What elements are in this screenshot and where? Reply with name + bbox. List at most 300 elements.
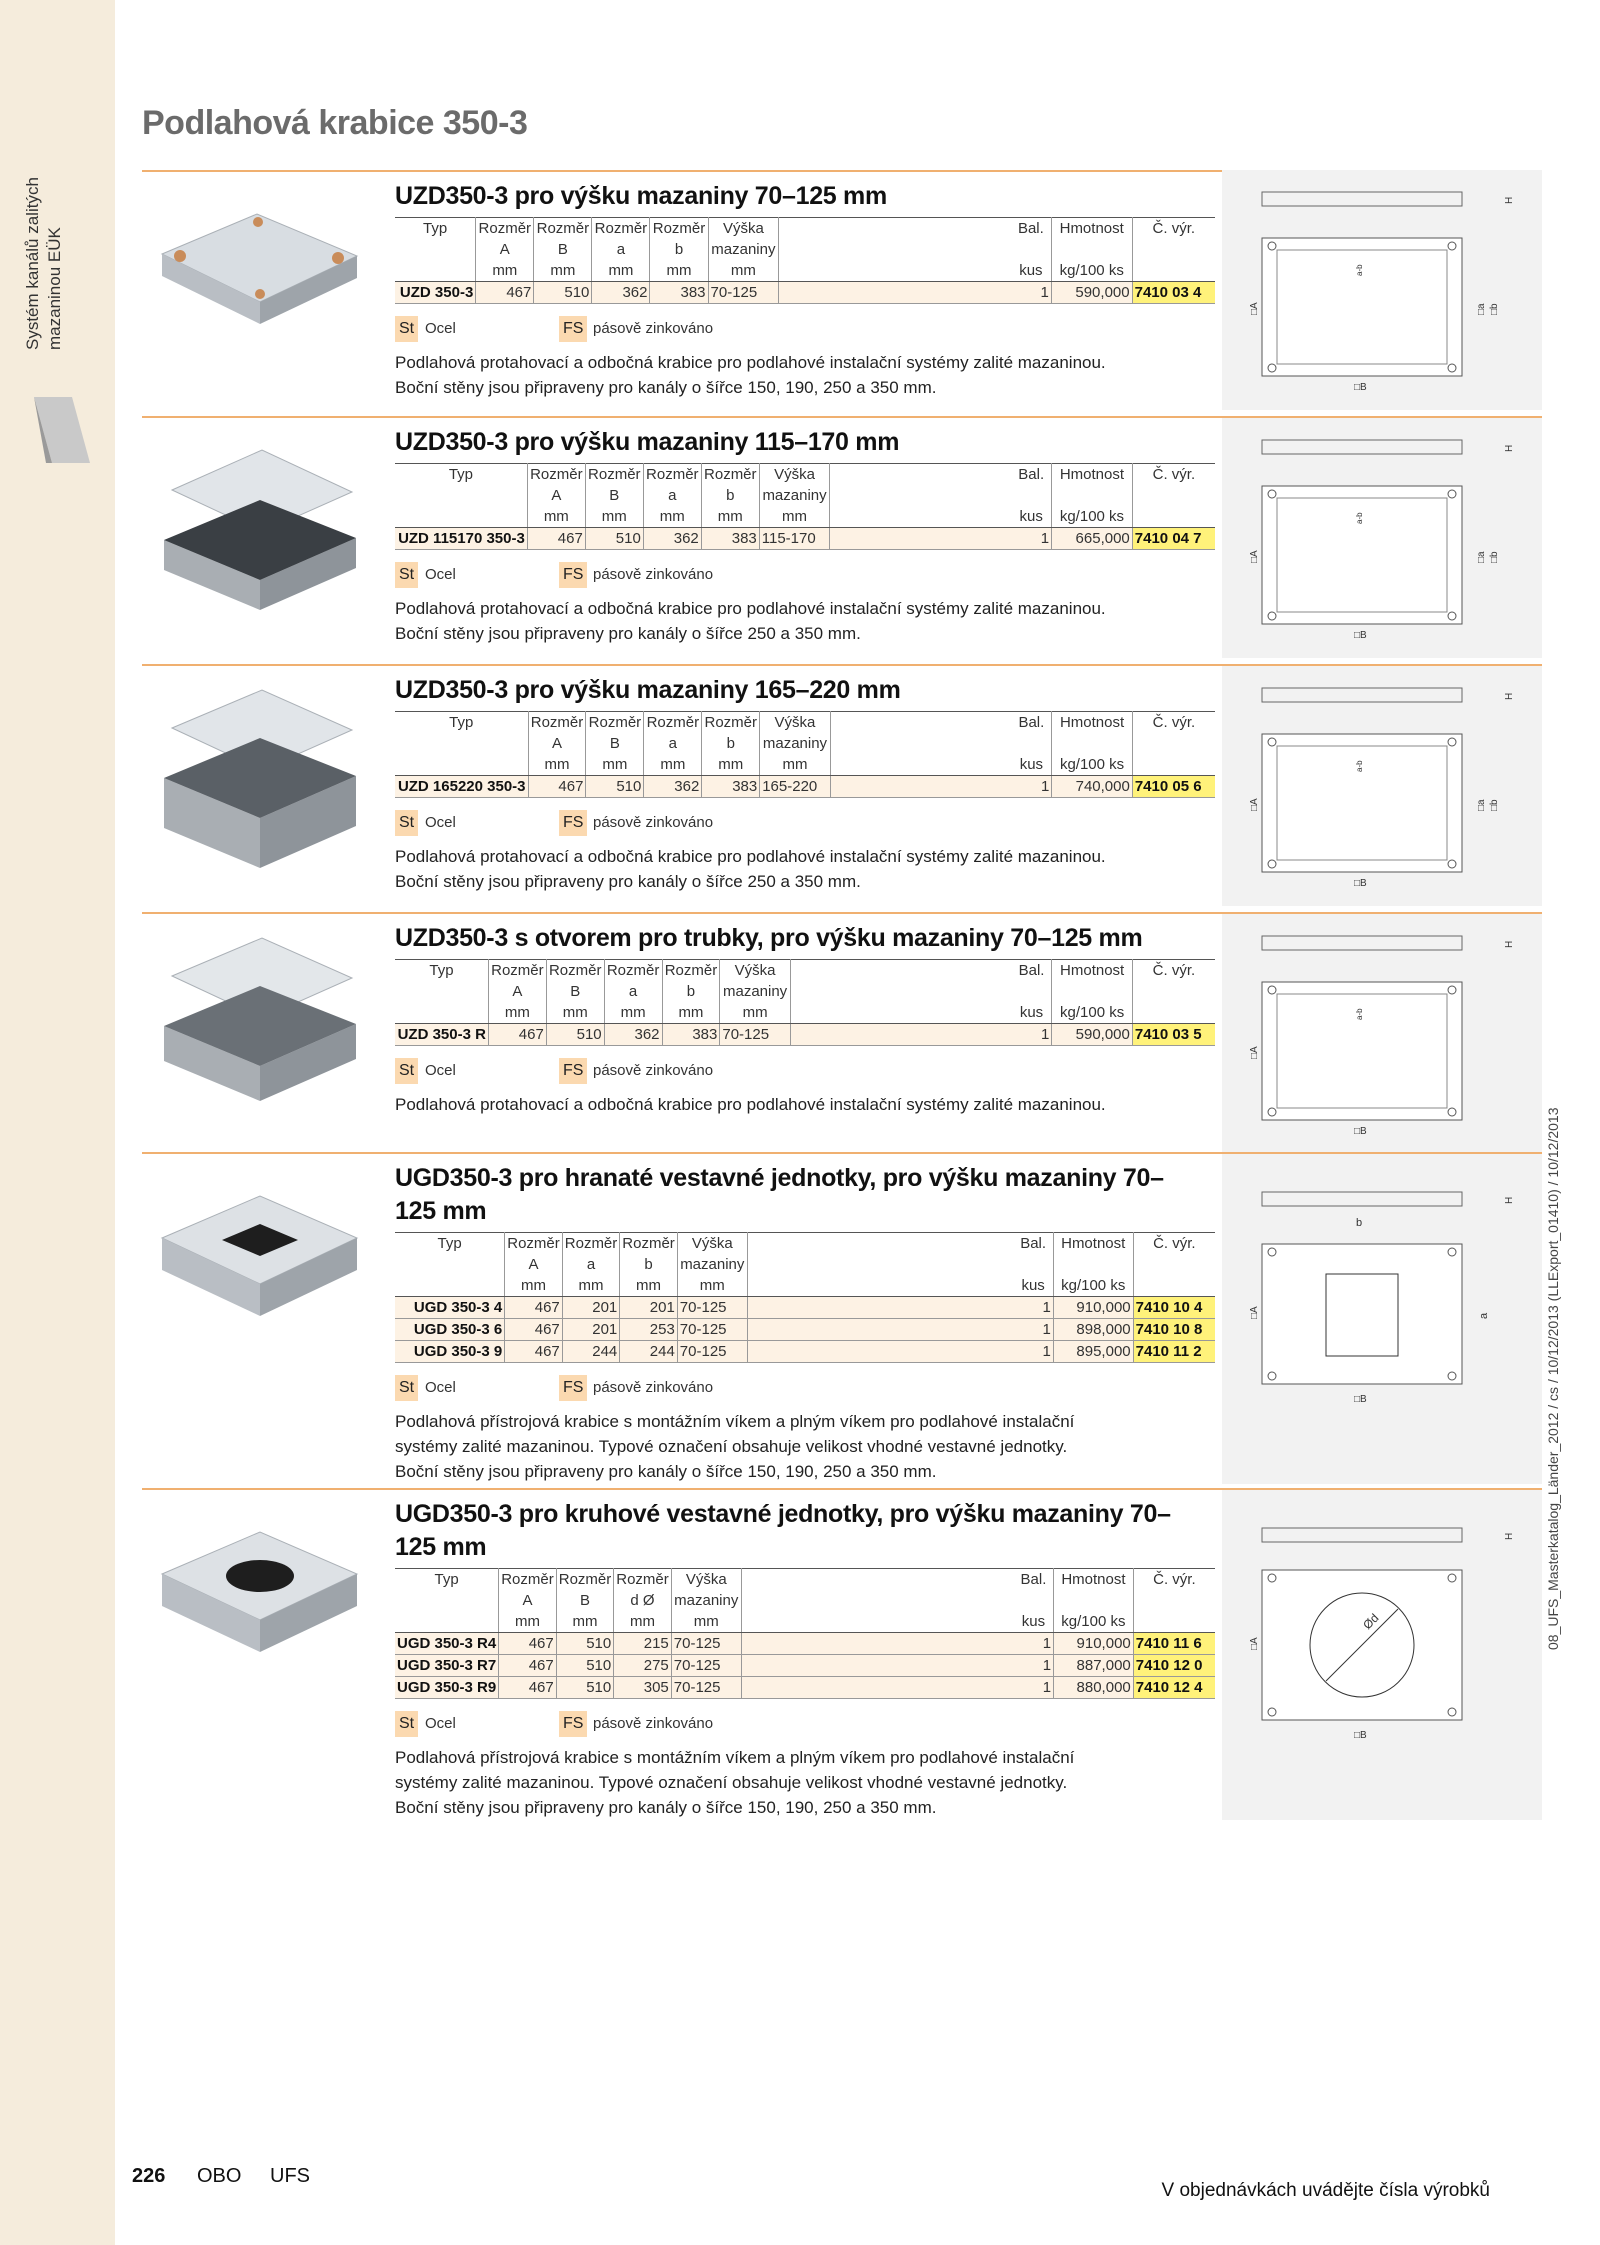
col-subheader: A bbox=[527, 485, 585, 506]
cell-value: 467 bbox=[527, 528, 585, 550]
col-subheader: B bbox=[585, 485, 643, 506]
spec-table bbox=[395, 1568, 1215, 1699]
col-subheader: d Ø bbox=[614, 1590, 672, 1611]
dim-label-b-small: □b bbox=[1489, 551, 1500, 563]
col-header: Hmotnost bbox=[1052, 464, 1133, 486]
technical-drawing bbox=[1222, 666, 1542, 906]
materials-row bbox=[395, 562, 1215, 590]
col-subheader: mazaniny bbox=[759, 485, 830, 506]
col-subheader: B bbox=[586, 733, 644, 754]
footer-brand: OBO bbox=[197, 2165, 242, 2187]
footer-catalog: UFS bbox=[270, 2165, 310, 2187]
cell-value: 1 bbox=[1014, 1677, 1054, 1699]
material-tag-st: St bbox=[395, 1711, 418, 1737]
col-header: Hmotnost bbox=[1054, 1569, 1134, 1591]
cell-value: 510 bbox=[546, 1024, 604, 1046]
description-line: Boční stěny jsou připraveny pro kanály o šířce 150, 190, 250 a 350 mm. bbox=[395, 378, 937, 397]
cell-article-number: 7410 11 6 bbox=[1133, 1633, 1215, 1655]
materials-row bbox=[395, 810, 1215, 838]
dim-label-a-small: □a bbox=[1476, 551, 1487, 563]
description-line: Podlahová přístrojová krabice s montážním víkem a plným víkem pro podlahové instalační bbox=[395, 1748, 1075, 1767]
cell-value: 215 bbox=[614, 1633, 672, 1655]
cell-value: 510 bbox=[556, 1633, 614, 1655]
dim-label-h: H bbox=[1504, 444, 1515, 452]
col-subheader: A bbox=[488, 981, 546, 1002]
material-label-st: Ocel bbox=[425, 1379, 456, 1396]
description-line: Podlahová protahovací a odbočná krabice pro podlahové instalační systémy zalité mazaninou. bbox=[395, 847, 1106, 866]
col-header: Rozměr bbox=[562, 1233, 620, 1255]
dim-label-ab: a-b bbox=[1355, 1008, 1364, 1020]
cell-value: 1 bbox=[1014, 1633, 1054, 1655]
dim-label-a: □A bbox=[1249, 798, 1260, 811]
material-label-st: Ocel bbox=[425, 1715, 456, 1732]
cell-value: 362 bbox=[643, 528, 701, 550]
product-photo bbox=[142, 678, 372, 878]
material-tag-st: St bbox=[395, 810, 418, 836]
dim-label-b-small: □b bbox=[1489, 799, 1500, 811]
col-header: Rozměr bbox=[643, 464, 701, 486]
cell-value: 898,000 bbox=[1053, 1319, 1133, 1341]
product-photo bbox=[142, 1502, 372, 1702]
col-header: Rozměr bbox=[546, 960, 604, 982]
cell-value: 510 bbox=[556, 1677, 614, 1699]
col-header: Výška bbox=[760, 712, 831, 734]
cell-value: 201 bbox=[562, 1297, 620, 1319]
col-header: Rozměr bbox=[644, 712, 702, 734]
description-line: systémy zalité mazaninou. Typové označení obsahuje velikost vhodné vestavné jednotky. bbox=[395, 1437, 1068, 1456]
col-header: Rozměr bbox=[488, 960, 546, 982]
col-subheader: A bbox=[505, 1254, 563, 1275]
col-header: Rozměr bbox=[585, 464, 643, 486]
cell-value: 275 bbox=[614, 1655, 672, 1677]
description-line: Boční stěny jsou připraveny pro kanály o šířce 250 a 350 mm. bbox=[395, 624, 861, 643]
col-unit: mm bbox=[759, 506, 830, 528]
dim-label-ab: a-b bbox=[1355, 760, 1364, 772]
cell-type: UZD 350-3 bbox=[395, 282, 476, 304]
cell-type: UGD 350-3 R4 bbox=[395, 1633, 499, 1655]
section-heading: UGD350-3 pro hranaté vestavné jednotky, pro výšku mazaniny 70–125 mm bbox=[395, 1164, 1164, 1225]
technical-drawing bbox=[1222, 1490, 1542, 1820]
section-description bbox=[395, 844, 1215, 894]
cell-type: UGD 350-3 6 bbox=[395, 1319, 505, 1341]
description-line: Podlahová protahovací a odbočná krabice pro podlahové instalační systémy zalité mazaninou. bbox=[395, 599, 1106, 618]
cell-value: 467 bbox=[488, 1024, 546, 1046]
dim-label-b: □B bbox=[1354, 878, 1367, 889]
dim-label-a-small: □a bbox=[1476, 303, 1487, 315]
cell-article-number: 7410 12 0 bbox=[1133, 1655, 1215, 1677]
table-row bbox=[395, 1297, 1215, 1319]
col-subheader: B bbox=[556, 1590, 614, 1611]
col-subheader: mazaniny bbox=[671, 1590, 741, 1611]
dim-label-h: H bbox=[1504, 692, 1515, 700]
materials-row bbox=[395, 1058, 1215, 1086]
col-unit: mm bbox=[534, 260, 592, 282]
cell-value: 115-170 bbox=[759, 528, 830, 550]
cell-value: 1 bbox=[1011, 282, 1051, 304]
col-header: Typ bbox=[395, 1233, 505, 1255]
col-header: Bal. bbox=[1011, 218, 1051, 240]
col-unit: mm bbox=[720, 1002, 790, 1024]
material-label-fs: pásově zinkováno bbox=[593, 1379, 714, 1396]
col-unit: kg/100 ks bbox=[1052, 1002, 1132, 1024]
col-unit: mm bbox=[585, 506, 643, 528]
cell-value: 1 bbox=[1012, 1024, 1052, 1046]
col-subheader: a bbox=[644, 733, 702, 754]
dim-label-b: □B bbox=[1354, 1730, 1367, 1741]
sidebar-title-line1 bbox=[22, 270, 44, 350]
material-tag-fs: FS bbox=[559, 1058, 587, 1084]
material-tag-fs: FS bbox=[559, 1711, 587, 1737]
col-header: Typ bbox=[395, 960, 488, 982]
spec-table bbox=[395, 1232, 1215, 1363]
col-header: Bal. bbox=[1012, 712, 1052, 734]
col-header: Výška bbox=[677, 1233, 747, 1255]
description-line: Podlahová přístrojová krabice s montážním víkem a plným víkem pro podlahové instalační bbox=[395, 1412, 1075, 1431]
section-description bbox=[395, 1745, 1215, 1820]
dim-label-b: □B bbox=[1354, 630, 1367, 641]
material-tag-fs: FS bbox=[559, 316, 587, 342]
col-header: Bal. bbox=[1011, 464, 1051, 486]
materials-row bbox=[395, 316, 1215, 344]
col-subheader: a bbox=[604, 981, 662, 1002]
dim-label-a: □A bbox=[1249, 1637, 1260, 1650]
material-label-fs: pásově zinkováno bbox=[593, 814, 714, 831]
cell-value: 383 bbox=[701, 528, 759, 550]
dim-label-a-plain: a bbox=[1478, 1312, 1490, 1319]
cell-value: 70-125 bbox=[677, 1341, 747, 1363]
col-unit: mm bbox=[662, 1002, 720, 1024]
col-unit: mm bbox=[499, 1611, 557, 1633]
cell-value: 362 bbox=[644, 776, 702, 798]
dim-label-b-plain: b bbox=[1356, 1217, 1363, 1229]
dim-label-b-small: □b bbox=[1489, 303, 1500, 315]
col-header: Výška bbox=[759, 464, 830, 486]
col-header: Bal. bbox=[1014, 1569, 1054, 1591]
col-unit: mm bbox=[701, 506, 759, 528]
cell-article-number: 7410 05 6 bbox=[1132, 776, 1215, 798]
col-header: Rozměr bbox=[592, 218, 650, 240]
cell-value: 201 bbox=[562, 1319, 620, 1341]
sidebar-title-line2: mazaninou EÜK bbox=[45, 227, 64, 350]
cell-type: UZD 115170 350-3 bbox=[395, 528, 527, 550]
col-unit: mm bbox=[614, 1611, 672, 1633]
description-line: Boční stěny jsou připraveny pro kanály o šířce 150, 190, 250 a 350 mm. bbox=[395, 1462, 937, 1481]
material-tag-fs: FS bbox=[559, 562, 587, 588]
cell-type: UGD 350-3 R9 bbox=[395, 1677, 499, 1699]
col-unit: kus bbox=[1011, 260, 1051, 282]
cell-article-number: 7410 12 4 bbox=[1133, 1677, 1215, 1699]
table-row bbox=[395, 1655, 1215, 1677]
col-header: Rozměr bbox=[534, 218, 592, 240]
col-unit: mm bbox=[592, 260, 650, 282]
material-tag-fs: FS bbox=[559, 1375, 587, 1401]
col-header: Rozměr bbox=[476, 218, 534, 240]
col-unit: mm bbox=[604, 1002, 662, 1024]
cell-value: 1 bbox=[1011, 528, 1051, 550]
cell-value: 467 bbox=[499, 1677, 557, 1699]
dim-label-ab: a-b bbox=[1355, 512, 1364, 524]
table-row bbox=[395, 1341, 1215, 1363]
cell-value: 253 bbox=[620, 1319, 678, 1341]
cell-article-number: 7410 04 7 bbox=[1132, 528, 1215, 550]
cell-value: 590,000 bbox=[1051, 282, 1132, 304]
col-subheader: mazaniny bbox=[760, 733, 831, 754]
table-row bbox=[395, 528, 1215, 550]
footer-note: V objednávkách uvádějte čísla výrobků bbox=[1161, 2180, 1490, 2201]
col-header: Typ bbox=[395, 712, 528, 734]
product-photo bbox=[142, 1166, 372, 1366]
cell-type: UGD 350-3 9 bbox=[395, 1341, 505, 1363]
col-unit: mm bbox=[677, 1275, 747, 1297]
col-header: Č. výr. bbox=[1132, 712, 1215, 734]
col-header: Rozměr bbox=[527, 464, 585, 486]
cell-value: 70-125 bbox=[677, 1319, 747, 1341]
col-header: Hmotnost bbox=[1052, 960, 1132, 982]
technical-drawing bbox=[1222, 1154, 1542, 1484]
cell-value: 70-125 bbox=[708, 282, 779, 304]
col-unit: mm bbox=[488, 1002, 546, 1024]
page-number: 226 bbox=[132, 2165, 166, 2187]
dim-label-b: □B bbox=[1354, 1394, 1367, 1405]
col-subheader: mazaniny bbox=[720, 981, 790, 1002]
col-header: Rozměr bbox=[614, 1569, 672, 1591]
material-label-fs: pásově zinkováno bbox=[593, 1715, 714, 1732]
col-subheader: a bbox=[562, 1254, 620, 1275]
material-label-st: Ocel bbox=[425, 1062, 456, 1079]
cell-value: 1 bbox=[1013, 1341, 1053, 1363]
dim-label-h: H bbox=[1504, 1196, 1515, 1204]
product-photo bbox=[142, 926, 372, 1126]
col-subheader: b bbox=[620, 1254, 678, 1275]
dim-label-b: □B bbox=[1354, 1126, 1367, 1137]
col-unit: kg/100 ks bbox=[1051, 260, 1132, 282]
material-tag-st: St bbox=[395, 562, 418, 588]
cell-value: 467 bbox=[505, 1297, 563, 1319]
description-line: systémy zalité mazaninou. Typové označení obsahuje velikost vhodné vestavné jednotky. bbox=[395, 1773, 1068, 1792]
col-header: Výška bbox=[671, 1569, 741, 1591]
material-tag-st: St bbox=[395, 1375, 418, 1401]
section-description bbox=[395, 596, 1215, 646]
cell-value: 362 bbox=[592, 282, 650, 304]
col-header: Č. výr. bbox=[1132, 960, 1215, 982]
cell-type: UGD 350-3 R7 bbox=[395, 1655, 499, 1677]
col-header: Typ bbox=[395, 1569, 499, 1591]
description-line: Boční stěny jsou připraveny pro kanály o šířce 250 a 350 mm. bbox=[395, 872, 861, 891]
col-unit: kg/100 ks bbox=[1054, 1611, 1134, 1633]
col-header: Rozměr bbox=[586, 712, 644, 734]
cell-value: 880,000 bbox=[1054, 1677, 1134, 1699]
material-label-st: Ocel bbox=[425, 566, 456, 583]
col-header: Rozměr bbox=[701, 464, 759, 486]
table-row bbox=[395, 776, 1215, 798]
col-unit: kg/100 ks bbox=[1052, 506, 1133, 528]
col-subheader: mazaniny bbox=[677, 1254, 747, 1275]
section-heading: UZD350-3 pro výšku mazaniny 115–170 mm bbox=[395, 428, 900, 456]
table-row bbox=[395, 1024, 1215, 1046]
material-label-st: Ocel bbox=[425, 320, 456, 337]
material-tag-st: St bbox=[395, 1058, 418, 1084]
description-line: Boční stěny jsou připraveny pro kanály o šířce 150, 190, 250 a 350 mm. bbox=[395, 1798, 937, 1817]
col-header: Výška bbox=[720, 960, 790, 982]
cell-value: 70-125 bbox=[671, 1677, 741, 1699]
col-unit: mm bbox=[643, 506, 701, 528]
material-label-fs: pásově zinkováno bbox=[593, 1062, 714, 1079]
cell-type: UZD 165220 350-3 bbox=[395, 776, 528, 798]
col-subheader: b bbox=[662, 981, 720, 1002]
col-header: Č. výr. bbox=[1132, 218, 1215, 240]
description-line: Podlahová protahovací a odbočná krabice pro podlahové instalační systémy zalité mazaninou. bbox=[395, 353, 1106, 372]
material-tag-fs: FS bbox=[559, 810, 587, 836]
col-unit: mm bbox=[546, 1002, 604, 1024]
col-subheader: A bbox=[499, 1590, 557, 1611]
cell-value: 467 bbox=[499, 1633, 557, 1655]
col-header: Č. výr. bbox=[1133, 1233, 1215, 1255]
cell-value: 383 bbox=[650, 282, 708, 304]
col-unit: mm bbox=[702, 754, 760, 776]
col-unit: mm bbox=[527, 506, 585, 528]
col-unit: kus bbox=[1011, 506, 1051, 528]
spec-table bbox=[395, 217, 1215, 304]
cell-value: 362 bbox=[604, 1024, 662, 1046]
col-subheader: mazaniny bbox=[708, 239, 779, 260]
cell-value: 383 bbox=[662, 1024, 720, 1046]
cell-value: 244 bbox=[620, 1341, 678, 1363]
document-reference: 08_UFS_Masterkatalog_Länder_2012 / cs / 10/12/2013 (LLExport_01410) / 10/12/2013 bbox=[1545, 1107, 1561, 1650]
dim-label-h: H bbox=[1504, 940, 1515, 948]
col-unit: mm bbox=[644, 754, 702, 776]
col-unit: mm bbox=[671, 1611, 741, 1633]
col-header: Rozměr bbox=[650, 218, 708, 240]
col-unit: mm bbox=[708, 260, 779, 282]
col-unit: mm bbox=[476, 260, 534, 282]
cell-value: 201 bbox=[620, 1297, 678, 1319]
cell-value: 510 bbox=[585, 528, 643, 550]
cell-article-number: 7410 03 5 bbox=[1132, 1024, 1215, 1046]
technical-drawing bbox=[1222, 418, 1542, 658]
col-header: Rozměr bbox=[702, 712, 760, 734]
cell-value: 1 bbox=[1012, 776, 1052, 798]
col-subheader: b bbox=[650, 239, 708, 260]
col-unit: mm bbox=[586, 754, 644, 776]
description-line: Podlahová protahovací a odbočná krabice pro podlahové instalační systémy zalité mazaninou. bbox=[395, 1095, 1106, 1114]
cell-value: 70-125 bbox=[671, 1655, 741, 1677]
col-header: Rozměr bbox=[556, 1569, 614, 1591]
cell-value: 165-220 bbox=[760, 776, 831, 798]
table-row bbox=[395, 1633, 1215, 1655]
cell-value: 70-125 bbox=[671, 1633, 741, 1655]
cell-value: 910,000 bbox=[1054, 1633, 1134, 1655]
col-header: Bal. bbox=[1013, 1233, 1053, 1255]
col-unit: kus bbox=[1012, 1002, 1052, 1024]
cell-article-number: 7410 10 4 bbox=[1133, 1297, 1215, 1319]
col-header: Rozměr bbox=[528, 712, 586, 734]
cell-value: 510 bbox=[534, 282, 592, 304]
col-header: Hmotnost bbox=[1052, 712, 1133, 734]
dim-label-h: H bbox=[1504, 1532, 1515, 1540]
col-subheader: A bbox=[476, 239, 534, 260]
cell-value: 1 bbox=[1013, 1319, 1053, 1341]
col-unit: mm bbox=[505, 1275, 563, 1297]
cell-value: 467 bbox=[499, 1655, 557, 1677]
material-label-st: Ocel bbox=[425, 814, 456, 831]
col-header: Rozměr bbox=[662, 960, 720, 982]
col-header: Č. výr. bbox=[1133, 1569, 1215, 1591]
cell-article-number: 7410 03 4 bbox=[1132, 282, 1215, 304]
spec-table bbox=[395, 959, 1215, 1046]
cell-value: 1 bbox=[1014, 1655, 1054, 1677]
materials-row bbox=[395, 1711, 1215, 1739]
col-unit: mm bbox=[650, 260, 708, 282]
col-header: Rozměr bbox=[505, 1233, 563, 1255]
col-unit: kg/100 ks bbox=[1053, 1275, 1133, 1297]
cell-value: 510 bbox=[586, 776, 644, 798]
section-description bbox=[395, 1092, 1215, 1117]
spec-table bbox=[395, 711, 1215, 798]
col-unit: mm bbox=[556, 1611, 614, 1633]
cell-value: 467 bbox=[528, 776, 586, 798]
cell-value: 910,000 bbox=[1053, 1297, 1133, 1319]
section-heading: UZD350-3 pro výšku mazaniny 165–220 mm bbox=[395, 676, 901, 704]
col-subheader: b bbox=[701, 485, 759, 506]
product-photo bbox=[142, 184, 372, 384]
dim-label-a: □A bbox=[1249, 550, 1260, 563]
col-unit: kus bbox=[1014, 1611, 1054, 1633]
dim-label-h: H bbox=[1504, 196, 1515, 204]
col-unit: kg/100 ks bbox=[1052, 754, 1133, 776]
table-row bbox=[395, 1677, 1215, 1699]
section-heading: UZD350-3 s otvorem pro trubky, pro výšku mazaniny 70–125 mm bbox=[395, 924, 1143, 952]
col-subheader: B bbox=[534, 239, 592, 260]
col-header: Výška bbox=[708, 218, 779, 240]
cell-value: 467 bbox=[476, 282, 534, 304]
table-row bbox=[395, 282, 1215, 304]
sidebar-arrow-icon bbox=[32, 395, 92, 465]
section-heading: UZD350-3 pro výšku mazaniny 70–125 mm bbox=[395, 182, 887, 210]
col-unit: mm bbox=[760, 754, 831, 776]
cell-value: 895,000 bbox=[1053, 1341, 1133, 1363]
cell-value: 590,000 bbox=[1052, 1024, 1132, 1046]
dim-label-a: □A bbox=[1249, 1046, 1260, 1059]
cell-value: 383 bbox=[702, 776, 760, 798]
material-label-fs: pásově zinkováno bbox=[593, 320, 714, 337]
page-title: Podlahová krabice 350-3 bbox=[142, 104, 528, 142]
col-header: Rozměr bbox=[499, 1569, 557, 1591]
col-unit: kus bbox=[1012, 754, 1052, 776]
dim-label-d: Ød bbox=[1360, 1610, 1382, 1633]
cell-value: 70-125 bbox=[677, 1297, 747, 1319]
product-photo bbox=[142, 430, 372, 630]
col-header: Hmotnost bbox=[1053, 1233, 1133, 1255]
col-subheader: b bbox=[702, 733, 760, 754]
dim-label-ab: a-b bbox=[1355, 264, 1364, 276]
cell-type: UZD 350-3 R bbox=[395, 1024, 488, 1046]
col-subheader: A bbox=[528, 733, 586, 754]
col-subheader: B bbox=[546, 981, 604, 1002]
col-subheader: a bbox=[643, 485, 701, 506]
col-header: Bal. bbox=[1012, 960, 1052, 982]
cell-value: 244 bbox=[562, 1341, 620, 1363]
cell-article-number: 7410 10 8 bbox=[1133, 1319, 1215, 1341]
col-unit: mm bbox=[562, 1275, 620, 1297]
cell-value: 887,000 bbox=[1054, 1655, 1134, 1677]
col-header: Č. výr. bbox=[1132, 464, 1215, 486]
cell-value: 305 bbox=[614, 1677, 672, 1699]
table-row bbox=[395, 1319, 1215, 1341]
technical-drawing bbox=[1222, 914, 1542, 1154]
cell-article-number: 7410 11 2 bbox=[1133, 1341, 1215, 1363]
cell-value: 665,000 bbox=[1052, 528, 1133, 550]
col-subheader: a bbox=[592, 239, 650, 260]
